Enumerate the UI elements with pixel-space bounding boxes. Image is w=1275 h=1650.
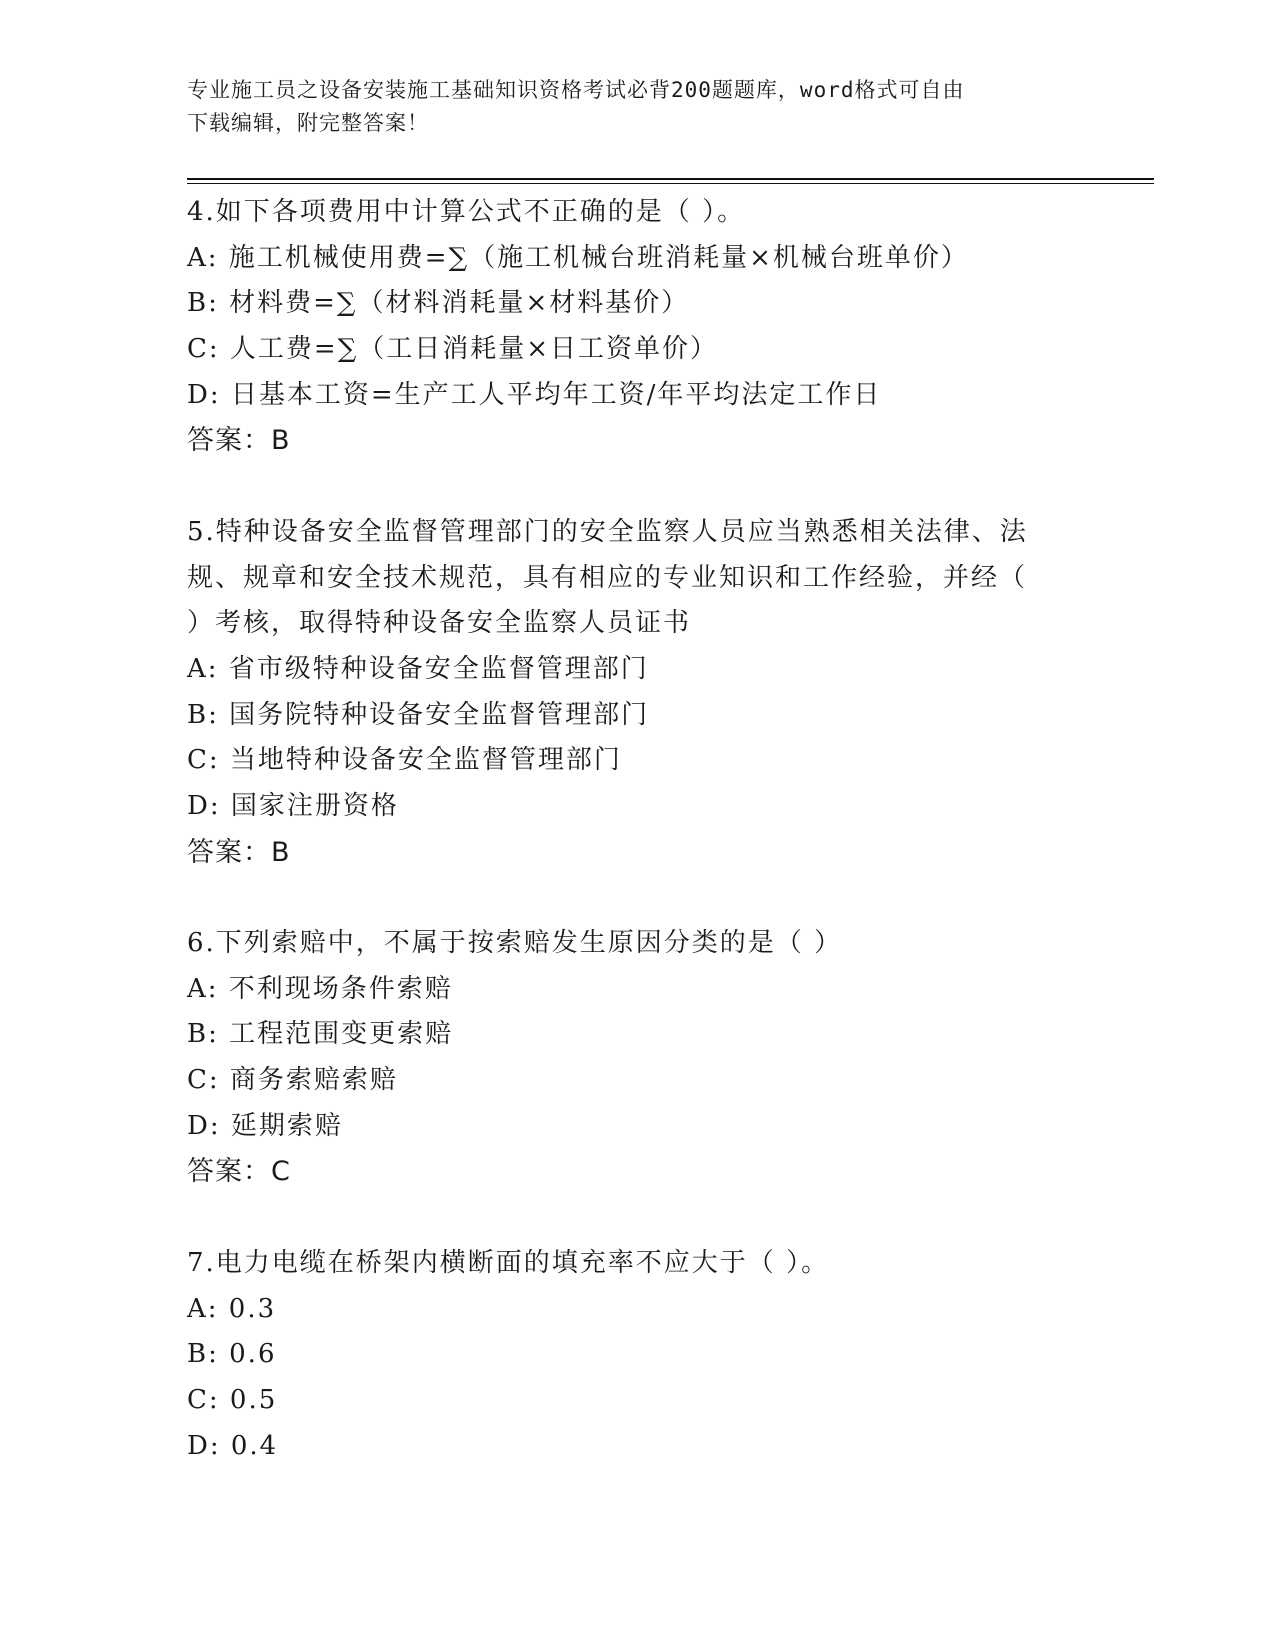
option-b: B: 0.6	[187, 1339, 277, 1370]
option-d: D: 0.4	[187, 1430, 279, 1461]
option-a: A: 不利现场条件索赔	[187, 973, 453, 1004]
spacer	[187, 464, 1087, 510]
option-b: B: 材料费=∑（材料消耗量×材料基价）	[187, 288, 690, 319]
option-b: B: 国务院特种设备安全监督管理部门	[187, 699, 650, 730]
option-a: A: 施工机械使用费=∑（施工机械台班消耗量×机械台班单价）	[187, 242, 969, 273]
option-d: D: 延期索赔	[187, 1110, 343, 1141]
answer: 答案：B	[187, 425, 291, 457]
header-divider-thick	[187, 178, 1154, 180]
spacer	[187, 875, 1087, 921]
question-5	[187, 510, 1087, 876]
question-stem: 7.电力电缆在桥架内横断面的填充率不应大于（ ）。	[187, 1247, 830, 1278]
question-4	[187, 190, 1087, 464]
question-7	[187, 1241, 1087, 1469]
spacer	[187, 1195, 1087, 1241]
option-a: A: 0.3	[187, 1293, 277, 1324]
question-list	[187, 190, 1087, 1469]
question-stem: 6.下列索赔中，不属于按索赔发生原因分类的是（ ）	[187, 928, 843, 958]
option-d: D: 日基本工资=生产工人平均年工资/年平均法定工作日	[187, 379, 882, 410]
question-stem: 4.如下各项费用中计算公式不正确的是（ ）。	[187, 197, 746, 227]
answer: 答案：C	[187, 1156, 291, 1188]
question-stem: 规、规章和安全技术规范，具有相应的专业知识和工作经验，并经（	[187, 562, 1028, 593]
question-6	[187, 921, 1087, 1195]
header-line-1: 专业施工员之设备安装施工基础知识资格考试必背200题题库，word格式可自由	[187, 78, 965, 102]
option-c: C: 0.5	[187, 1384, 278, 1415]
question-stem: ）考核，取得特种设备安全监察人员证书	[187, 608, 692, 639]
answer: 答案：B	[187, 836, 291, 868]
option-b: B: 工程范围变更索赔	[187, 1019, 454, 1050]
option-d: D: 国家注册资格	[187, 790, 399, 821]
header-divider-thin	[187, 183, 1154, 184]
option-c: C: 当地特种设备安全监督管理部门	[187, 745, 622, 776]
option-c: C: 商务索赔索赔	[187, 1065, 398, 1096]
question-stem: 5.特种设备安全监督管理部门的安全监察人员应当熟悉相关法律、法	[187, 516, 1028, 547]
header-line-2: 下载编辑，附完整答案！	[187, 111, 429, 135]
option-c: C: 人工费=∑（工日消耗量×日工资单价）	[187, 334, 719, 365]
document-header	[187, 74, 1067, 140]
option-a: A: 省市级特种设备安全监督管理部门	[187, 653, 649, 684]
